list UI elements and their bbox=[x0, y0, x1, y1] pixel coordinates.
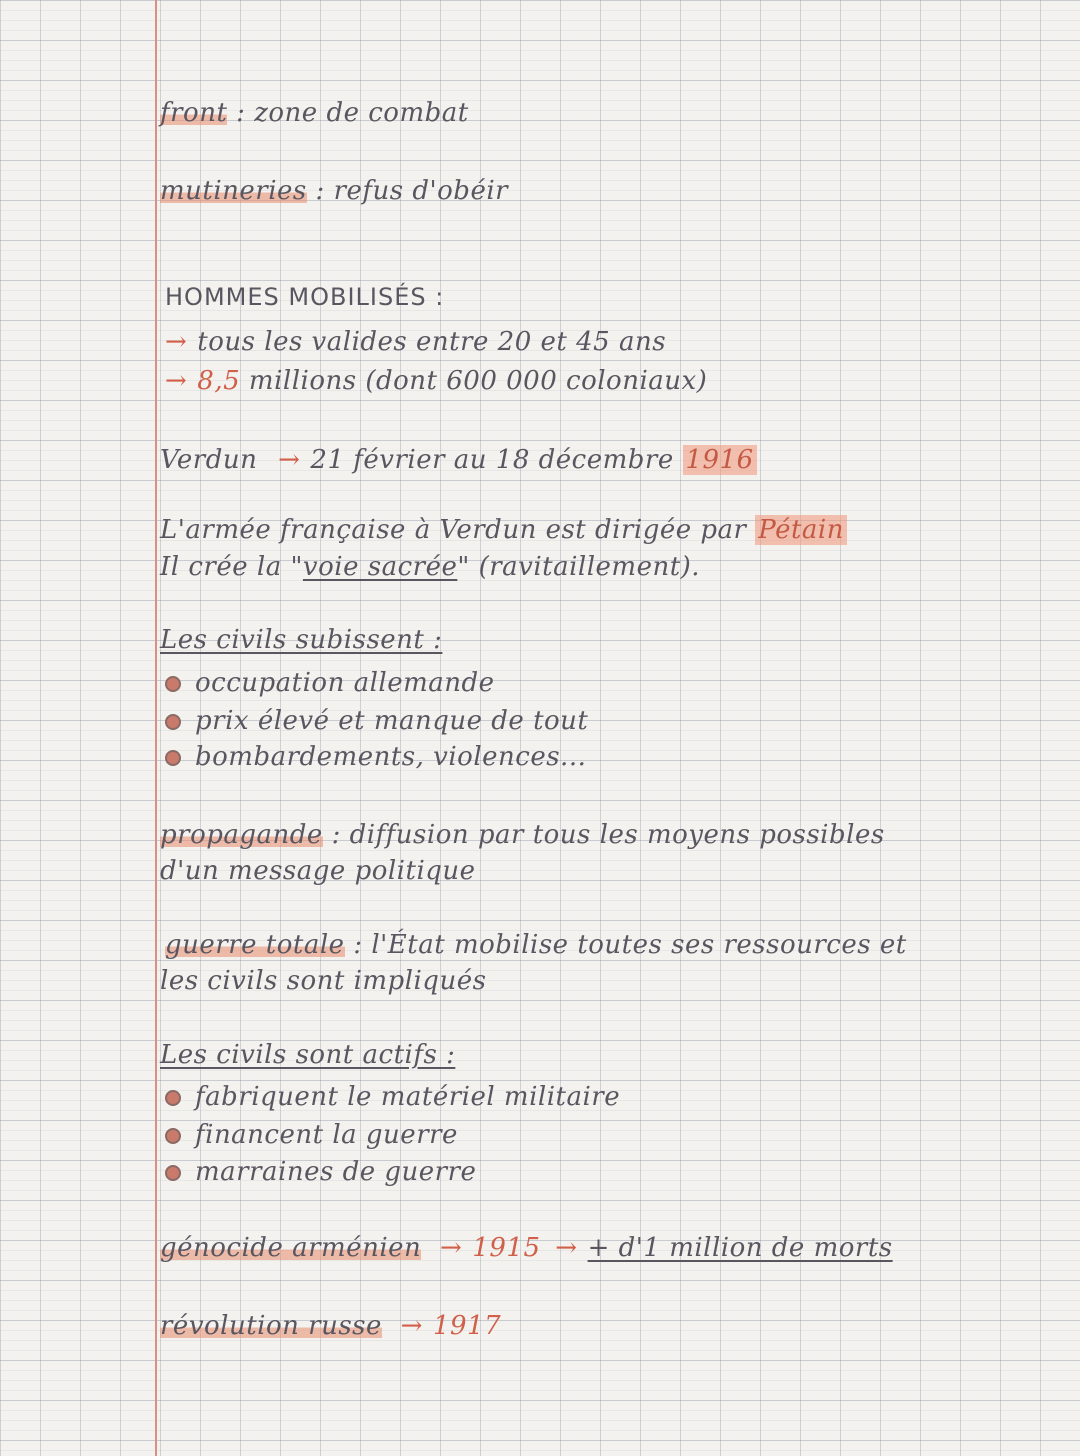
bullet-icon bbox=[165, 1128, 181, 1144]
civils-item-1 bbox=[165, 668, 495, 698]
arrow-icon: → bbox=[400, 1311, 423, 1341]
civils-1-text: occupation allemande bbox=[195, 668, 495, 698]
hommes-item-1 bbox=[165, 327, 666, 357]
genocide-label: génocide arménien bbox=[160, 1233, 422, 1263]
verdun-dates: 21 février au 18 décembre bbox=[310, 445, 674, 475]
note-mutineries bbox=[160, 176, 508, 206]
civils-actifs-title: Les civils sont actifs : bbox=[160, 1040, 456, 1070]
actifs-item-2 bbox=[165, 1120, 458, 1150]
term-front: front bbox=[160, 98, 228, 128]
actifs-2-text: financent la guerre bbox=[195, 1120, 458, 1150]
note-front bbox=[160, 98, 469, 128]
hommes-title: HOMMES MOBILISÉS : bbox=[165, 283, 445, 311]
actifs-3-text: marraines de guerre bbox=[195, 1157, 477, 1187]
armee-text-2c: " (ravitaillement). bbox=[457, 552, 701, 582]
arrow-icon: → bbox=[440, 1233, 463, 1263]
hommes-2-number: 8,5 bbox=[197, 366, 241, 396]
arrow-icon: → bbox=[278, 445, 301, 475]
bullet-icon bbox=[165, 676, 181, 692]
armee-text-1: L'armée française à Verdun est dirigée par bbox=[160, 515, 747, 545]
genocide-morts: + d'1 million de morts bbox=[587, 1233, 893, 1263]
note-guerre-totale-2: les civils sont impliqués bbox=[160, 966, 487, 996]
actifs-item-3 bbox=[165, 1157, 476, 1187]
hommes-1-text: tous les valides entre 20 et 45 ans bbox=[197, 327, 667, 357]
hommes-2-text: millions (dont 600 000 coloniaux) bbox=[248, 366, 708, 396]
civils-item-3 bbox=[165, 742, 586, 772]
margin-line bbox=[155, 0, 157, 1456]
note-armee-2 bbox=[160, 552, 700, 582]
civils-2-text: prix élevé et manque de tout bbox=[195, 706, 589, 736]
revolution-label: révolution russe bbox=[160, 1311, 382, 1341]
armee-voie-sacree: voie sacrée bbox=[302, 552, 458, 582]
term-propagande: propagande bbox=[160, 820, 323, 850]
def-propagande: : diffusion par tous les moyens possibles bbox=[331, 820, 885, 850]
note-genocide bbox=[160, 1233, 893, 1263]
bullet-icon bbox=[165, 750, 181, 766]
note-propagande-2: d'un message politique bbox=[160, 856, 476, 886]
genocide-year: 1915 bbox=[472, 1233, 541, 1263]
armee-petain: Pétain bbox=[755, 515, 847, 545]
hommes-item-2 bbox=[165, 366, 707, 396]
actifs-1-text: fabriquent le matériel militaire bbox=[195, 1082, 621, 1112]
verdun-label: Verdun bbox=[160, 445, 258, 475]
armee-text-2a: Il crée la " bbox=[160, 552, 303, 582]
note-armee-1 bbox=[160, 515, 847, 545]
note-propagande bbox=[160, 820, 885, 850]
civils-item-2 bbox=[165, 706, 588, 736]
civils-subissent-title: Les civils subissent : bbox=[160, 625, 443, 655]
arrow-icon: → bbox=[165, 327, 188, 357]
revolution-year: 1917 bbox=[432, 1311, 502, 1341]
term-guerre-totale: guerre totale bbox=[165, 930, 345, 960]
def-mutineries: : refus d'obéir bbox=[315, 176, 509, 206]
arrow-icon: → bbox=[165, 366, 188, 396]
note-verdun bbox=[160, 445, 757, 475]
note-guerre-totale bbox=[165, 930, 907, 960]
civils-3-text: bombardements, violences... bbox=[195, 742, 587, 772]
arrow-icon: → bbox=[555, 1233, 578, 1263]
note-revolution bbox=[160, 1311, 501, 1341]
verdun-year: 1916 bbox=[683, 445, 757, 475]
def-front: : zone de combat bbox=[236, 98, 469, 128]
bullet-icon bbox=[165, 1090, 181, 1106]
actifs-item-1 bbox=[165, 1082, 620, 1112]
def-guerre-totale: : l'État mobilise toutes ses ressources et bbox=[353, 930, 907, 960]
term-mutineries: mutineries bbox=[160, 176, 307, 206]
bullet-icon bbox=[165, 1165, 181, 1181]
bullet-icon bbox=[165, 714, 181, 730]
